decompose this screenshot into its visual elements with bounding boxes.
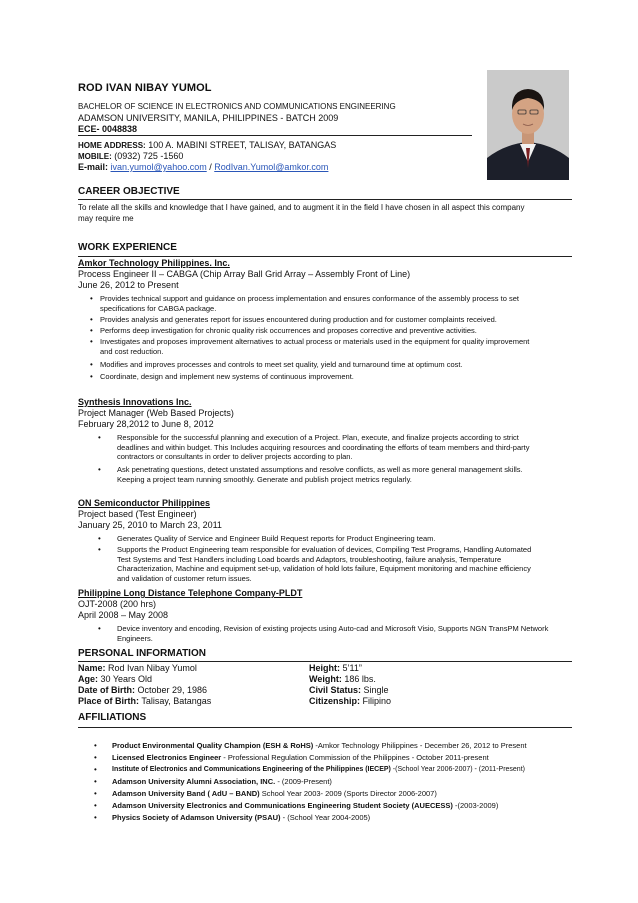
bullet-icon: • (90, 360, 93, 369)
personal-civil-row (309, 685, 389, 696)
list-item (90, 294, 519, 313)
personal-pob-row (78, 696, 211, 707)
list-item (94, 765, 525, 775)
list-item (94, 813, 371, 823)
bullet-icon: • (94, 741, 97, 750)
profile-photo (487, 70, 569, 180)
affiliation-name: Adamson University Band ( AdU – BAND) (112, 789, 260, 798)
school-line: ADAMSON UNIVERSITY, MANILA, PHILIPPINES - BATCH 2009 (78, 113, 339, 123)
personal-pob-value: Talisay, Batangas (141, 696, 212, 706)
affiliation-name: Licensed Electronics Engineer (112, 753, 222, 762)
degree-line: BACHELOR OF SCIENCE IN ELECTRONICS AND COMMUNICATIONS ENGINEERING (78, 102, 396, 111)
mobile-label: MOBILE: (78, 152, 112, 161)
personal-age-label: Age: (78, 674, 98, 684)
bullet-line: Provides analysis and generates report for issues encountered during production and for customer complaints received. (100, 315, 497, 324)
bullet-line: Modifies and improves processes and controls to meet set quality, yield and turnaround time at optimum cost. (100, 360, 463, 369)
email-link-yahoo[interactable]: ivan.yumol@yahoo.com (110, 162, 207, 172)
job-role: Project based (Test Engineer) (78, 509, 197, 519)
affiliation-name: Adamson University Electronics and Communications Engineering Student Society (AUECESS) (112, 801, 453, 810)
job-company: ON Semiconductor Philippines (78, 498, 211, 508)
bullet-line: deadlines and within budget. This Includes acquiring resources and coordinating the efforts of team members and third-party (117, 442, 530, 452)
address-line (78, 140, 336, 151)
work-divider (78, 256, 572, 257)
email-label: E-mail: (78, 162, 109, 172)
mobile-line (78, 151, 183, 162)
job-company: Philippine Long Distance Telephone Company-PLDT (78, 588, 303, 598)
job-company: Amkor Technology Philippines. Inc. (78, 258, 230, 268)
email-line (78, 162, 328, 173)
list-item (98, 624, 549, 643)
header-divider (78, 135, 472, 136)
affiliations-heading: AFFILIATIONS (78, 712, 147, 723)
list-item (90, 337, 530, 356)
personal-citizenship-label: Citizenship: (309, 696, 360, 706)
bullet-icon: • (94, 753, 97, 762)
bullet-line: Ask penetrating questions, detect unstated assumptions and resolve conflicts, as well as more general management skills. (117, 465, 523, 474)
personal-height-label: Height: (309, 663, 340, 673)
personal-name-label: Name: (78, 663, 106, 673)
resume-name: ROD IVAN NIBAY YUMOL (78, 82, 212, 94)
personal-height-value: 5’11” (342, 663, 362, 673)
affiliation-name: Institute of Electronics and Communications Engineering of the Philippines (IECEP) (112, 766, 391, 773)
bullet-icon: • (90, 337, 93, 346)
work-experience-heading: WORK EXPERIENCE (78, 242, 177, 253)
bullet-icon: • (98, 433, 101, 442)
bullet-line: Provides technical support and guidance on process implementation and ensures conformance of the assembly process to set (100, 294, 519, 303)
affiliation-detail: -Amkor Technology Philippines - December 26, 2012 to Present (313, 741, 527, 750)
job-dates: January 25, 2010 to March 23, 2011 (78, 520, 222, 530)
bullet-icon: • (98, 624, 101, 633)
list-item (94, 753, 489, 763)
email-link-amkor[interactable]: RodIvan.Yumol@amkor.com (214, 162, 329, 172)
personal-divider (78, 661, 572, 662)
bullet-line: Investigates and proposes improvement alternatives to actual process or materials used in the equipment for quality improvement (100, 337, 530, 346)
bullet-line: and validation of customer return issues. (117, 573, 252, 583)
bullet-icon: • (98, 534, 101, 543)
bullet-icon: • (94, 789, 97, 798)
job-role: Process Engineer II – CABGA (Chip Array Ball Grid Array – Assembly Front of Line) (78, 269, 411, 279)
personal-name-row (78, 663, 197, 674)
personal-weight-row (309, 674, 376, 685)
affiliation-detail: -(2003-2009) (452, 801, 499, 810)
job-dates: April 2008 – May 2008 (78, 610, 169, 620)
personal-information-heading: PERSONAL INFORMATION (78, 648, 206, 659)
affiliations-divider (78, 727, 572, 728)
job-dates: June 26, 2012 to Present (78, 280, 179, 290)
address-value: 100 A. MABINI STREET, TALISAY, BATANGAS (148, 140, 337, 150)
list-item (94, 801, 499, 811)
affiliation-detail: School Year 2003- 2009 (Sports Director 2006-2007) (259, 789, 437, 798)
list-item (90, 326, 477, 336)
bullet-line: Performs deep investigation for chronic quality risk occurrences and proposes corrective and preventive activities. (100, 326, 477, 335)
bullet-icon: • (94, 777, 97, 786)
bullet-line: Coordinate, design and implement new systems of continuous improvement. (100, 372, 354, 381)
ece-number: ECE- 0048838 (78, 124, 138, 134)
personal-dob-row (78, 685, 207, 696)
list-item (90, 315, 497, 325)
personal-height-row (309, 663, 362, 674)
list-item (98, 534, 436, 544)
affiliation-name: Physics Society of Adamson University (PSAU) (112, 813, 281, 822)
list-item (94, 741, 527, 751)
email-separator: / (206, 162, 215, 172)
bullet-icon: • (94, 813, 97, 822)
career-objective-line-2: may require me (78, 214, 134, 223)
list-item (98, 465, 523, 484)
personal-citizenship-row (309, 696, 391, 707)
list-item (94, 777, 332, 787)
affiliation-name: Adamson University Alumni Association, INC. (112, 777, 276, 786)
bullet-icon: • (94, 801, 97, 810)
bullet-line: Generates Quality of Service and Engineer Build Request reports for Product Engineering team. (117, 534, 436, 543)
personal-age-row (78, 674, 152, 685)
job-role: OJT-2008 (200 hrs) (78, 599, 157, 609)
list-item (94, 789, 437, 799)
bullet-line: specifications for CABGA package. (100, 303, 217, 313)
bullet-line: Engineers. (117, 633, 153, 643)
bullet-icon: • (90, 372, 93, 381)
bullet-line: and cost reduction. (100, 346, 164, 356)
profile-photo-illustration (487, 70, 569, 180)
affiliation-name: Product Environmental Quality Champion (ESH & RoHS) (112, 741, 314, 750)
personal-age-value: 30 Years Old (100, 674, 153, 684)
bullet-icon: • (98, 465, 101, 474)
personal-dob-label: Date of Birth: (78, 685, 135, 695)
bullet-line: Supports the Product Engineering team responsible for evaluation of devices, Compiling Test Programs, Handling Automated (117, 545, 532, 554)
personal-weight-label: Weight: (309, 674, 342, 684)
personal-name-value: Rod Ivan Nibay Yumol (108, 663, 197, 673)
affiliation-detail: - Professional Regulation Commission of the Philippines - October 2011-present (221, 753, 489, 762)
mobile-value: (0932) 725 -1560 (114, 151, 184, 161)
affiliation-detail: - (School Year 2004-2005) (280, 813, 371, 822)
career-divider (78, 199, 572, 200)
bullet-line: Characterization, Machine and equipment set-up, validation of hold lots failure, Equipment monitoring and machine efficiency (117, 564, 531, 573)
personal-pob-label: Place of Birth: (78, 696, 140, 706)
bullet-line: contractors or consultants in order to deliver projects according to plan. (117, 452, 353, 461)
bullet-line: Keeping a project team running smoothly. Generate and publish project metrics regularly. (117, 474, 412, 484)
personal-citizenship-value: Filipino (362, 696, 392, 706)
bullet-icon: • (90, 294, 93, 303)
personal-civil-value: Single (363, 685, 389, 695)
list-item (98, 545, 532, 583)
personal-weight-value: 186 lbs. (344, 674, 376, 684)
personal-dob-value: October 29, 1986 (137, 685, 208, 695)
list-item (90, 372, 354, 382)
career-objective-heading: CAREER OBJECTIVE (78, 186, 180, 197)
job-company: Synthesis Innovations Inc. (78, 397, 192, 407)
bullet-icon: • (90, 326, 93, 335)
address-label: HOME ADDRESS: (78, 141, 146, 150)
job-dates: February 28,2012 to June 8, 2012 (78, 419, 214, 429)
bullet-line: Responsible for the successful planning and execution of a Project. Plan, execute, and finalize projects according to strict (117, 433, 519, 442)
list-item (98, 433, 530, 462)
bullet-line: Device inventory and encoding, Revision of existing projects using Auto-cad and Microsoft Visio, Supports NGN TransPM Network (117, 624, 549, 633)
bullet-icon: • (98, 545, 101, 554)
career-objective-line-1: To relate all the skills and knowledge that I have gained, and to augment it in the field I have chosen in all aspect this company (78, 203, 525, 212)
job-role: Project Manager (Web Based Projects) (78, 408, 234, 418)
list-item (90, 360, 463, 370)
bullet-icon: • (90, 315, 93, 324)
affiliation-detail: -(School Year 2006-2007) - (2011-Present) (390, 766, 525, 773)
bullet-icon: • (94, 765, 97, 774)
affiliation-detail: - (2009-Present) (275, 777, 332, 786)
personal-civil-label: Civil Status: (309, 685, 362, 695)
bullet-line: Test Systems and Test Handlers including Load boards and Adaptors, troubleshooting, failure analysis, Temperature (117, 554, 502, 564)
